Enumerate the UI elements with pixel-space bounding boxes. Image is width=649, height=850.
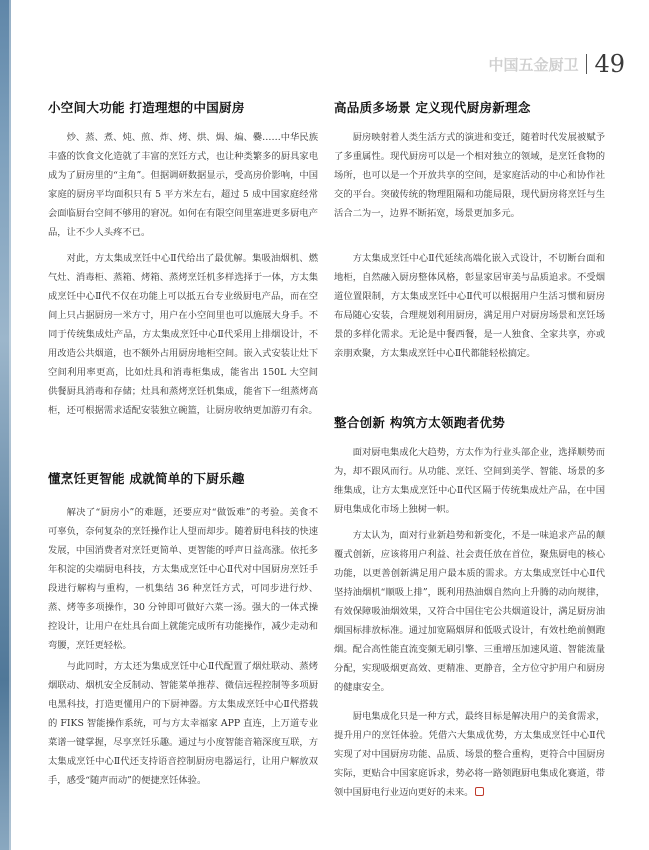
- paragraph: 炒、蒸、煮、炖、煎、炸、烤、烘、焗、煸、爨……中华民族丰盛的饮食文化造就了丰富的烹饪方式，也让种类繁多的厨具家电成为了厨房里的“主角”。但据调研数据显示，受高房价影响，中国家庭的厨房平均面积只有 5 平方米左右，超过 5 成中国家庭经常会面临厨台空间不够用的窘况。如何在有限空间里塞进更多厨电产品，让不少人头疼不已。: [48, 132, 318, 238]
- paragraph: 方太集成烹饪中心Ⅱ代延续高端化嵌入式设计，不切断台面和地柜，自然融入厨房整体风格，彰显家居审美与品质追求。不受烟道位置限制，方太集成烹饪中心Ⅱ代可以根据用户生活习惯和厨房布局随心安装，合理规划利用厨房，满足用户对厨房场景和烹饪场景的多样化需求。无论是中餐西餐，是一人独食、全家共享，亦或亲朋欢聚，方太集成烹饪中心Ⅱ代都能轻松搞定。: [334, 253, 605, 359]
- paragraph: 厨房映射着人类生活方式的演进和变迁，随着时代发展被赋予了多重属性。现代厨房可以是一个相对独立的领域，是烹饪食物的场所，也可以是一个开放共享的空间，是家庭活动的中心和协作社交的平台。突破传统的物理阻隔和功能局限，现代厨房将烹饪与生活合二为一，边界不断拓宽，场景更加多元。: [334, 132, 605, 219]
- paragraph: 解决了“厨房小”的难题，还要应对“做饭难”的考验。美食不可辜负，奈何复杂的烹饪操作让人望而却步。随着厨电科技的快速发展，中国消费者对烹饪更简单、更智能的呼声日益高涨。依托多年积淀的尖端厨电科技，方太集成烹饪中心Ⅱ代对中国厨房烹饪手段进行解构与重构，一机集结 36 种烹饪方式，可同步进行炒、蒸、烤等多项操作，30 分钟即可做好六菜一汤。强大的一体式操控设计，让用户在灶具台面上就能完成所有功能操作，减少走动和弯腰，烹饪更轻松。: [48, 507, 318, 651]
- paragraph: 与此同时，方太还为集成烹饪中心Ⅱ代配置了烟灶联动、蒸烤烟联动、烟机安全反制动、智能菜单推荐、微信远程控制等多项厨电黑科技，打造更懂用户的下厨神器。方太集成烹饪中心Ⅱ代搭载的 FIKS 智能操作系统，可与方太幸福家 APP 直连，上万道专业菜谱一键掌握，尽享烹饪乐趣。通过与小度智能音箱深度互联，方太集成烹饪中心Ⅱ代还支持语音控制厨房电器运行，让用户解放双手，感受“随声而动”的便捷烹饪体验。: [48, 661, 318, 786]
- paragraph-text: 厨电集成化只是一种方式，最终目标是解决用户的美食需求，提升用户的烹饪体验。凭借六大集成优势，方太集成烹饪中心Ⅱ代实现了对中国厨房功能、品质、场景的整合重构，更符合中国厨房实际，更贴合中国家庭诉求，势必将一路领跑厨电集成化赛道，带领中国厨电行业迈向更好的未来。: [334, 711, 605, 798]
- magazine-brand: 中国五金厨卫: [488, 55, 579, 74]
- section-heading-multi-scenario: 高品质多场景 定义现代厨房新理念: [334, 100, 531, 115]
- decorative-side-strip: [0, 0, 11, 850]
- paragraph-final: [334, 707, 605, 802]
- header-divider: [586, 54, 587, 74]
- section-heading-integration: 整合创新 构筑方太领跑者优势: [334, 415, 506, 430]
- page-number: 49: [594, 50, 625, 78]
- paragraph: 对此，方太集成烹饪中心Ⅱ代给出了最优解。集吸油烟机、燃气灶、消毒柜、蒸箱、烤箱、蒸烤烹饪机多样选择于一体，方太集成烹饪中心Ⅱ代不仅在功能上可以抵五台专业级厨电产品，而在空间上只占据厨房一米方寸，用户在小空间里也可以施展大身手。不同于传统集成灶产品，方太集成烹饪中心Ⅱ代采用上排烟设计，不用改造公共烟道，也不额外占用厨房地柜空间。嵌入式安装让灶下空间利用率更高，比如灶具和消毒柜集成，能省出 150L 大空间供餐厨具消毒和存储；灶具和蒸烤烹饪机集成，能省下一组蒸烤高柜，还可根据需求适配安装独立碗篮，让厨房收纳更加游刃有余。: [48, 253, 318, 416]
- page-header: [488, 47, 625, 81]
- section-heading-smart-cooking: 懂烹饪更智能 成就简单的下厨乐趣: [48, 471, 245, 486]
- article-end-icon: [475, 787, 484, 796]
- section-heading-small-space: 小空间大功能 打造理想的中国厨房: [48, 100, 245, 115]
- paragraph: 面对厨电集成化大趋势，方太作为行业头部企业，选择顺势而为，却不跟风而行。从功能、烹饪、空间到美学、智能、场景的多维集成，让方太集成烹饪中心Ⅱ代区隔于传统集成灶产品，在中国厨电集成化市场上独树一帜。: [334, 447, 605, 515]
- paragraph: 方太认为，面对行业新趋势和新变化，不是一味追求产品的颠覆式创新，应该将用户利益、社会责任放在首位，聚焦厨电的核心功能，以更善创新满足用户最本质的需求。方太集成烹饪中心Ⅱ代坚持油烟机“顺吸上排”，既利用热油烟自然向上升腾的动向规律，有效保障吸油烟效果，又符合中国住宅公共烟道设计，满足厨房油烟国标排放标准。通过加宽隔烟屏和低吸式设计，有效杜绝前侧跑烟。配合高性能直流变频无刷引擎、三重增压加速风道、智能流量分配，实现吸烟更高效、更精准、更静音，全方位守护用户和厨房的健康安全。: [334, 530, 605, 693]
